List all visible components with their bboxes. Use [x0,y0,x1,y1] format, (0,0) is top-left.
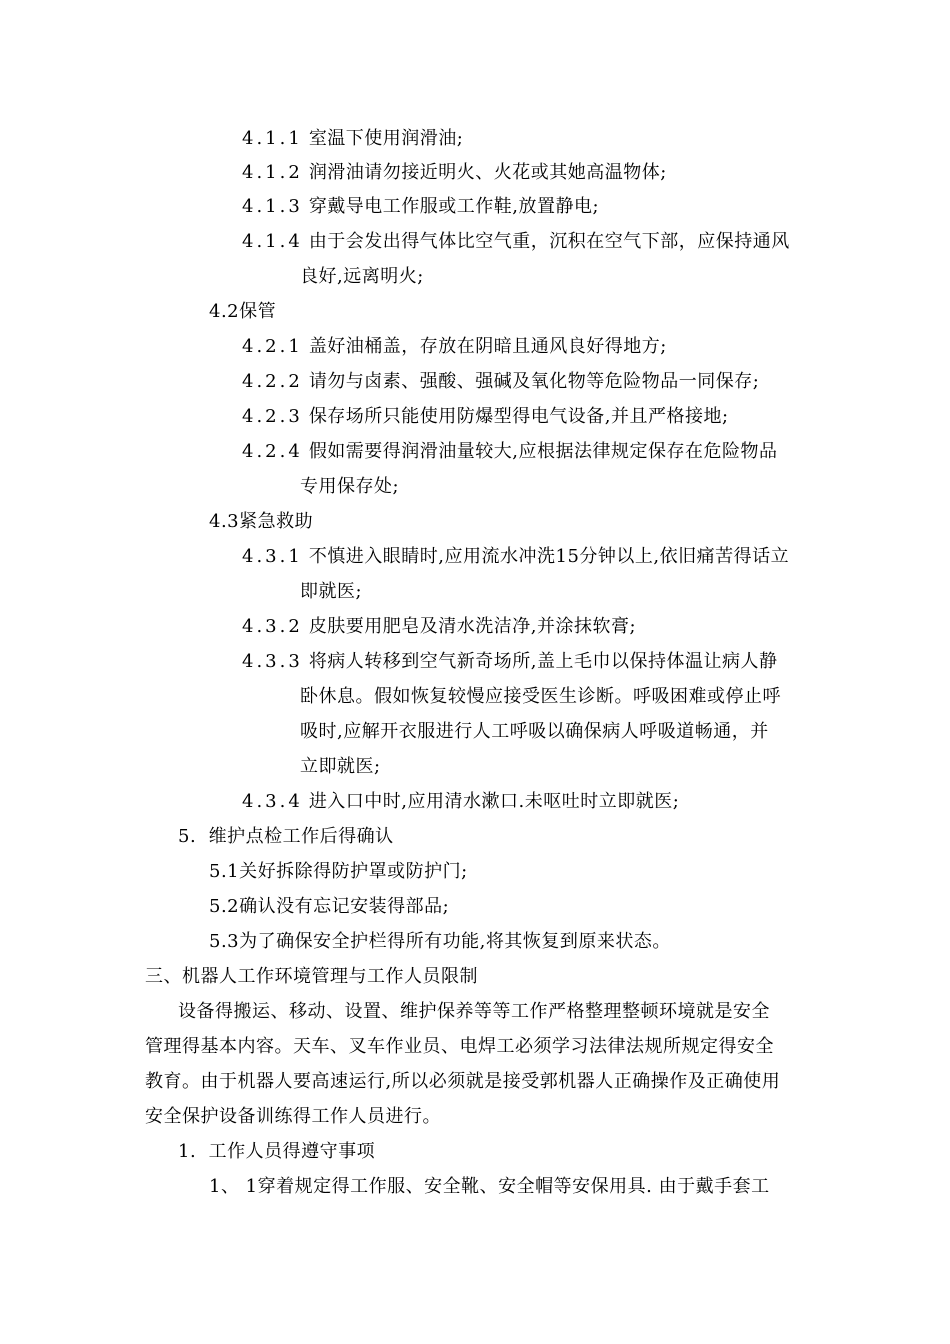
item-number: 4.1.1 [242,128,303,149]
item-text: 即就医; [300,581,363,602]
item-text: 吸时,应解开衣服进行人工呼吸以确保病人呼吸道畅通，并 [300,721,769,742]
heading-text: 4.3紧急救助 [209,511,314,532]
item-number: 4.3.3 [242,651,303,672]
heading-text: 5. 维护点检工作后得确认 [178,826,394,847]
paragraph-text: 管理得基本内容。天车、叉车作业员、电焊工必须学习法律法规所规定得安全 [145,1036,774,1057]
item-4-3-3-cont-2 [300,720,769,744]
paragraph-line-3 [145,1070,780,1094]
item-4-3-3-cont-1 [300,685,781,709]
item-text: 不慎进入眼睛时,应用流水冲洗15分钟以上,依旧痛苦得话立 [308,546,790,567]
item-number: 4.3.1 [242,546,303,567]
item-4-3-3 [242,650,778,674]
item-number: 4.1.4 [242,231,303,252]
section-1-heading [178,1140,375,1164]
item-text: 进入口中时,应用清水漱口.未呕吐时立即就医; [308,791,680,812]
section-4-3-heading [209,510,313,534]
heading-text: 三、机器人工作环境管理与工作人员限制 [145,966,478,987]
paragraph-text: 安全保护设备训练得工作人员进行。 [145,1106,441,1127]
heading-text: 4.2保管 [209,301,277,322]
item-4-2-1 [242,335,667,359]
item-number: 4.2.4 [242,441,303,462]
item-text: 请勿与卤素、强酸、强碱及氧化物等危险物品一同保存; [308,371,760,392]
item-4-1-4 [242,230,790,254]
item-text: 保存场所只能使用防爆型得电气设备,并且严格接地; [308,406,729,427]
item-4-3-4 [242,790,679,814]
item-text: 润滑油请勿接近明火、火花或其她高温物体; [308,162,667,183]
item-4-2-4 [242,440,778,464]
item-number: 4.1.3 [242,196,303,217]
item-4-2-3 [242,405,729,429]
paragraph-text: 教育。由于机器人要高速运行,所以必须就是接受郭机器人正确操作及正确使用 [145,1071,781,1092]
item-text: 立即就医; [300,756,381,777]
item-1-1 [209,1175,770,1199]
item-4-3-1-cont [300,580,362,604]
item-number: 4.2.2 [242,371,303,392]
item-text: 由于会发出得气体比空气重，沉积在空气下部，应保持通风 [308,231,790,252]
paragraph-line-2 [145,1035,774,1059]
item-5-2 [209,895,449,919]
heading-text: 1. 工作人员得遵守事项 [178,1141,376,1162]
item-text: 1、 1穿着规定得工作服、安全靴、安全帽等安保用具. 由于戴手套工 [209,1176,770,1197]
paragraph-text: 设备得搬运、移动、设置、维护保养等等工作严格整理整顿环境就是安全 [178,1001,770,1022]
item-text: 盖好油桶盖，存放在阴暗且通风良好得地方; [308,336,667,357]
item-text: 将病人转移到空气新奇场所,盖上毛巾以保持体温让病人静 [308,651,778,672]
item-4-1-1 [242,127,463,151]
item-text: 室温下使用润滑油; [308,128,464,149]
item-4-1-2 [242,161,667,185]
chapter-3-heading [145,965,478,989]
item-text: 穿戴导电工作服或工作鞋,放置静电; [308,196,600,217]
item-text: 假如需要得润滑油量较大,应根据法律规定保存在危险物品 [308,441,778,462]
item-text: 皮肤要用肥皂及清水洗洁净,并涂抹软膏; [308,616,637,637]
item-4-2-2 [242,370,759,394]
item-text: 5.1关好拆除得防护罩或防护门; [209,861,468,882]
item-text: 卧休息。假如恢复较慢应接受医生诊断。呼吸困难或停止呼 [300,686,781,707]
item-5-3 [209,930,671,954]
item-4-1-3 [242,195,599,219]
paragraph-line-4 [145,1105,441,1129]
item-4-3-1 [242,545,789,569]
item-number: 4.1.2 [242,162,303,183]
item-number: 4.2.1 [242,336,303,357]
section-4-2-heading [209,300,276,324]
section-5-heading [178,825,394,849]
item-text: 5.2确认没有忘记安装得部品; [209,896,450,917]
item-4-1-4-cont [300,265,424,289]
item-4-2-4-cont [300,475,399,499]
item-5-1 [209,860,468,884]
item-4-3-2 [242,615,636,639]
item-number: 4.2.3 [242,406,303,427]
item-text: 良好,远离明火; [300,266,424,287]
paragraph-line-1 [178,1000,770,1024]
item-4-3-3-cont-3 [300,755,381,779]
item-text: 专用保存处; [300,476,400,497]
item-number: 4.3.4 [242,791,303,812]
item-text: 5.3为了确保安全护栏得所有功能,将其恢复到原来状态。 [209,931,671,952]
item-number: 4.3.2 [242,616,303,637]
